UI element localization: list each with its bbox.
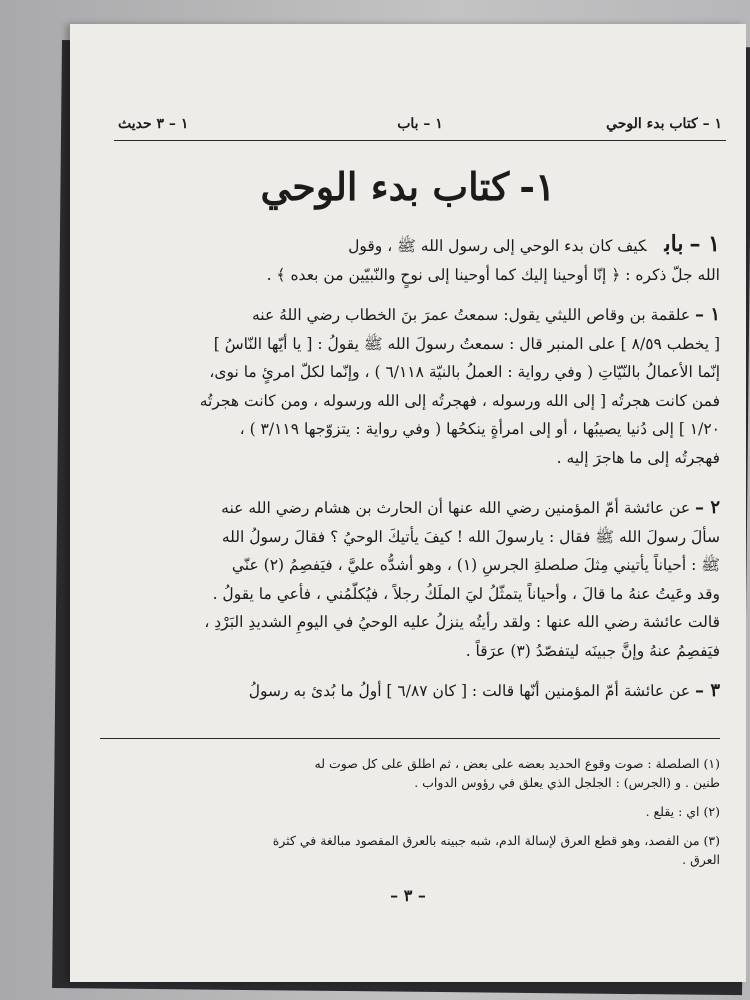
chapter-heading <box>114 230 720 261</box>
hadith-1 <box>114 301 720 472</box>
book-title-number: ١- <box>519 164 556 209</box>
chapter-line-1: كيف كان بدء الوحي إلى رسول الله ﷺ ، وقول <box>348 237 647 255</box>
header-chapter: ١ – باب <box>397 116 443 132</box>
hadith-3 <box>114 677 720 706</box>
page-number: – ٣ – <box>390 886 426 905</box>
hadith-2-line-2: سألَ رسولَ الله ﷺ فقال : يارسولَ الله ! كيفَ يأتيكَ الوحيُ ؟ فقالَ رسولُ الله <box>221 527 720 546</box>
hadith-3-line-1: عن عائشة أمّ المؤمنين أنّها قالت : [ كان ٦/٨٧ ] أولُ ما بُدئ به رسولُ <box>248 682 691 700</box>
header-hadith-range: ١ – ٣ حديث <box>118 116 189 132</box>
book-title-text: كتاب بدء الوحي <box>260 164 510 209</box>
chapter-line-2: الله جلّ ذكره : ﴿ إنّا أوحينا إليك كما أوحينا إلى نوحٍ والنّبيّين من بعده ﴾ . <box>266 265 720 284</box>
page-body <box>114 230 720 706</box>
hadith-2-line-5: قالت عائشة رضي الله عنها : ولقد رأيتُه ينزلُ عليه الوحيُ في اليومِ الشديدِ البَرْدِ ، <box>204 613 720 631</box>
footnotes <box>114 754 720 879</box>
hadith-1-line-3: إنّما الأعمالُ بالنّيّاتِ ( وفي رواية : العملُ بالنيّة ٦/١١٨ ) ، وإنّما لكلّ امرئٍ ما نوى، <box>209 363 720 381</box>
footnote-1-line-1: (١) الصلصلة : صوت وقوع الحديد بعضه على بعض ، ثم اطلق على كل صوت له <box>314 756 720 771</box>
hadith-2 <box>114 494 720 665</box>
hadith-2-line-1: عن عائشة أمّ المؤمنين رضي الله عنها أن الحارث بن هشام رضي الله عنه <box>221 499 691 517</box>
footnote-2: (٢) اي : يقلع . <box>645 804 720 819</box>
footnote-divider <box>100 738 720 739</box>
footnote-3-line-2: العرق . <box>682 852 720 867</box>
header-book-name: ١ – كتاب بدء الوحي <box>606 116 722 132</box>
hadith-2-line-6: فيَفصِمُ عنهُ وإنَّ جبينَه ليتفصّدُ (٣) عرَقاً . <box>465 641 720 660</box>
hadith-1-line-2: [ يخطب ٨/٥٩ ] على المنبر قال : سمعتُ رسولَ الله ﷺ يقولُ : [ يا أيّها النّاسُ ] <box>213 334 720 353</box>
hadith-3-number: ٣ – <box>695 680 720 701</box>
hadith-2-line-3: ﷺ : أحياناً يأتيني مِثلَ صلصلةِ الجرسِ (١) ، وهو أشدُّه عليَّ ، فيَفصِمُ (٢) عنّي <box>231 556 720 574</box>
book-title <box>70 164 746 209</box>
hadith-1-line-4: فمن كانت هجرتُه [ إلى الله ورسوله ، فهجرتُه إلى الله ورسوله ، ومن كانت هجرتُه <box>199 391 720 410</box>
header-divider <box>114 140 726 141</box>
hadith-1-line-6: فهجرتُه إلى ما هاجرَ إليه . <box>556 448 720 467</box>
book-page <box>70 24 746 982</box>
hadith-2-number: ٢ – <box>695 497 720 518</box>
hadith-1-line-5: ١/٢٠ ] إلى دُنيا يصيبُها ، أو إلى امرأةٍ ينكحُها ( وفي رواية : يتزوّجها ٣/١١٩ ) ، <box>239 420 720 438</box>
running-header <box>118 116 722 140</box>
hadith-1-line-1: علقمة بن وقاص الليثي يقول: سمعتُ عمرَ بنَ الخطاب رضي اللهُ عنه <box>252 306 691 324</box>
footnote-3-line-1: (٣) من الفصد، وهو قطع العرق لإسالة الدم، شبه جبينه بالعرق المفصود مبالغة في كثرة <box>272 833 720 848</box>
chapter-number: ١ – <box>689 231 720 257</box>
chapter-word: باب <box>664 231 684 257</box>
hadith-2-line-4: وقد وعَيتُ عنهُ ما قالَ ، وأحياناً يتمثّلُ ليَ الملَكُ رجلاً ، فيُكلّمُني ، فأعي ما يقولُ . <box>212 584 720 603</box>
footnote-1-line-2: طنين . و (الجرس) : الجلجل الذي يعلق في رؤوس الدواب . <box>414 775 720 790</box>
hadith-1-number: ١ – <box>695 304 720 325</box>
